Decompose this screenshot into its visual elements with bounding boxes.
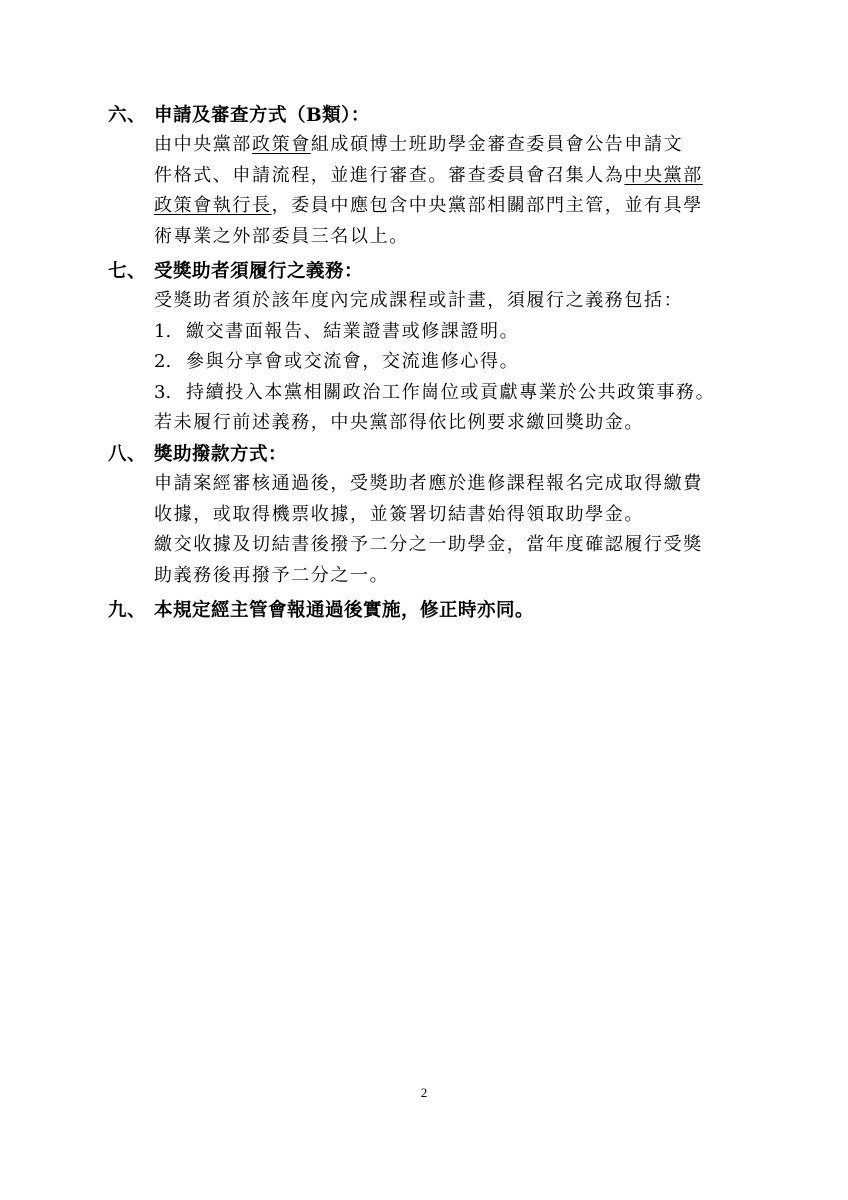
paragraph-line [154, 130, 788, 161]
section-number: 八、 [108, 444, 147, 465]
list-item [154, 378, 788, 409]
section-disbursement-method [108, 441, 788, 591]
paragraph-line [154, 191, 788, 222]
section-heading [108, 102, 788, 130]
section-heading [108, 441, 788, 469]
text-run: 組成碩博士班助學金審查委員會公告申請文 [310, 134, 684, 155]
paragraph-line: 收據，或取得機票收據，並簽署切結書始得領取助學金。 [154, 503, 644, 525]
section-application-review [108, 102, 788, 252]
list-item [154, 317, 788, 348]
section-body [154, 469, 788, 591]
paragraph-line: 若未履行前述義務，中央黨部得依比例要求繳回獎助金。 [154, 412, 644, 433]
list-item-number: 3. [154, 381, 172, 403]
section-title: 獎助撥款方式： [154, 444, 288, 465]
section-number: 六、 [108, 105, 147, 126]
section-number: 七、 [108, 261, 147, 282]
list-item [154, 347, 788, 378]
list-item-text: 參與分享會或交流會，交流進修心得。 [186, 351, 520, 372]
text-run: ，委員中應包含中央黨部相關部門主管，並有具學 [271, 195, 703, 216]
page-number: 2 [420, 1085, 428, 1100]
paragraph-line: 申請案經審核通過後，受獎助者應於進修課程報名完成取得繳費 [154, 473, 703, 494]
paragraph-line [154, 222, 788, 253]
paragraph-line [154, 161, 788, 192]
text-run: 由中央黨部 [154, 134, 252, 155]
section-body [154, 286, 788, 439]
section-recipient-obligations [108, 258, 788, 439]
paragraph-line: 繳交收據及切結書後撥予二分之一助學金，當年度確認履行受獎 [154, 534, 703, 555]
section-body [154, 130, 788, 252]
list-item-number: 1. [154, 320, 172, 342]
list-item-number: 2. [154, 351, 172, 372]
paragraph-line: 受獎助者須於該年度內完成課程或計畫，須履行之義務包括： [154, 290, 684, 311]
section-title: 申請及審查方式（B類）： [154, 105, 370, 126]
list-item-text: 繳交書面報告、結業證書或修課證明。 [186, 320, 520, 342]
section-heading [108, 597, 788, 625]
underlined-text: 中央黨部 [624, 164, 703, 186]
paragraph-line: 助義務後再撥予二分之一。 [154, 564, 390, 586]
text-run: 術專業之外部委員三名以上。 [154, 225, 409, 247]
section-effective-clause [108, 597, 788, 625]
text-run: 件格式、申請流程，並進行審查。審查委員會召集人為 [154, 164, 625, 186]
section-title: 受獎助者須履行之義務： [154, 261, 364, 282]
list-item-text: 持續投入本黨相關政治工作崗位或貢獻專業於公共政策事務。 [186, 381, 716, 403]
section-title: 本規定經主管會報通過後實施，修正時亦同。 [154, 600, 535, 621]
section-number: 九、 [108, 600, 147, 621]
underlined-text: 政策會 [252, 134, 311, 155]
underlined-text: 政策會執行長 [154, 195, 272, 216]
section-heading [108, 258, 788, 286]
